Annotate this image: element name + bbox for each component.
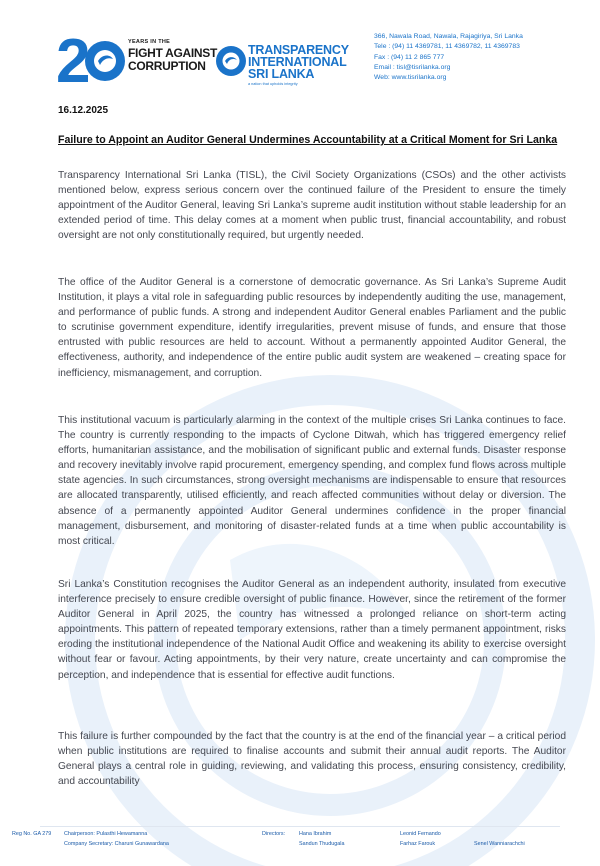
footer-director: Senel Wanniarachchi [474,841,525,847]
document-title: Failure to Appoint an Auditor General Undermines Accountability at a Critical Moment for Sri Lanka [58,134,558,146]
tisl-emblem-icon [215,45,247,77]
contact-email[interactable]: Email : tisl@tisrilanka.org [374,63,451,71]
body-paragraph: Sri Lanka’s Constitution recognises the Auditor General as an independent authority, insulated from executive interference precisely to ensure credible oversight of public finance. However, since the retirement of the former Auditor General in April 2025, the country has witnessed a prolonged reliance on short-term acting appointments. This pattern of repeated temporary extensions, rather than a timely permanent appointment, risks eroding the institutional independence of the National Audit Office and weakening its ability to exercise oversight without fear or favour. Acting appointments, by their very nature, create uncertainty and can compromise the perception, and independence that is essential for effective audit functions. [58,579,566,681]
tisl-wordmark [248,45,349,86]
footer-chairperson: Chairperson: Pulasthi Hewamanna [64,831,148,837]
years-in-fight-text [128,40,220,72]
org-tagline: a nation that upholds integrity [248,81,298,86]
20-years-logo [56,30,126,86]
org-name-line-1: TRANSPARENCY [248,43,349,57]
years-line-2: FIGHT AGAINST [128,45,217,60]
footer-director: Leonid Fernando [400,831,441,837]
contact-fax: Fax : (94) 11 2 865 777 [374,53,445,61]
body-paragraph: Transparency International Sri Lanka (TISL), the Civil Society Organizations (CSOs) and the other activists mentioned below, express serious concern over the continued failure of the President to ensure the timely appointment of the Auditor General, leaving Sri Lanka’s supreme audit institution without stable leadership for an extended period of time. This delay comes at a moment when public trust, financial accountability, and robust oversight are not only constitutionally required, but urgently needed. [58,170,566,242]
document-date: 16.12.2025 [58,105,109,116]
footer-director: Farhaz Farouk [400,841,436,847]
body-paragraph: The office of the Auditor General is a cornerstone of democratic governance. As Sri Lanka’s Supreme Audit Institution, it plays a vital role in safeguarding public resources by independently auditing the use, management, and performance of public funds. A strong and independent Auditor General enables Parliament and the public to scrutinise government expenditure, identify irregularities, prevent misuse of funds, and ensure that those entrusted with public resources are held to account. Without a permanently appointed Auditor General, the effectiveness, authority, and independence of the entire public audit system are weakened – creating space for inefficiency, mismanagement, and corruption. [58,277,566,379]
contact-web[interactable]: Web: www.tisrilanka.org [374,74,447,82]
footer-directors-label: Directors: [262,831,286,837]
contact-block [374,32,594,83]
footer-director: Hana Ibrahim [299,831,332,837]
years-line-1: YEARS IN THE [128,39,171,45]
footer-company-secretary: Company Secretary: Charuni Gunawardana [64,841,169,847]
footer-divider [40,826,560,827]
page-footer [0,826,600,866]
years-line-3: CORRUPTION [128,58,206,73]
footer-reg-no: Reg No. GA 279 [12,831,52,837]
svg-text:2: 2 [56,30,85,86]
org-name-line-3: SRI LANKA [248,66,315,81]
contact-tele: Tele : (94) 11 4369781, 11 4369782, 11 4369783 [374,43,520,51]
body-paragraph: This failure is further compounded by the fact that the country is at the end of the financial year – a critical period when public institutions are required to finalise accounts and submit their annual audit reports. The Auditor General plays a central role in guiding, reviewing, and validating this process, ensuring consistency, credibility, and accountability [58,731,566,788]
body-paragraph: This institutional vacuum is particularly alarming in the context of the multiple crises Sri Lanka continues to face. The country is currently responding to the impacts of Cyclone Ditwah, which has triggered emergency relief efforts, humanitarian assistance, and the mobilisation of significant public and external funds. Disaster response and recovery inevitably involve rapid procurement, emergency spending, and complex fund flows across multiple state agencies. In such circumstances, strong oversight mechanisms are indispensable to ensure that resources are allocated transparently, utilised efficiently, and reach affected communities without delay or diversion. The absence of a permanently appointed Auditor General undermines confidence in the proper financial management, disbursement, and monitoring of disaster-related funds at a time when public accountability is most critical. [58,415,566,547]
contact-address: 366, Nawala Road, Nawala, Rajagiriya, Sri Lanka [374,33,523,40]
org-name-line-2: INTERNATIONAL [248,54,347,69]
footer-director: Sandun Thudugala [299,841,345,847]
